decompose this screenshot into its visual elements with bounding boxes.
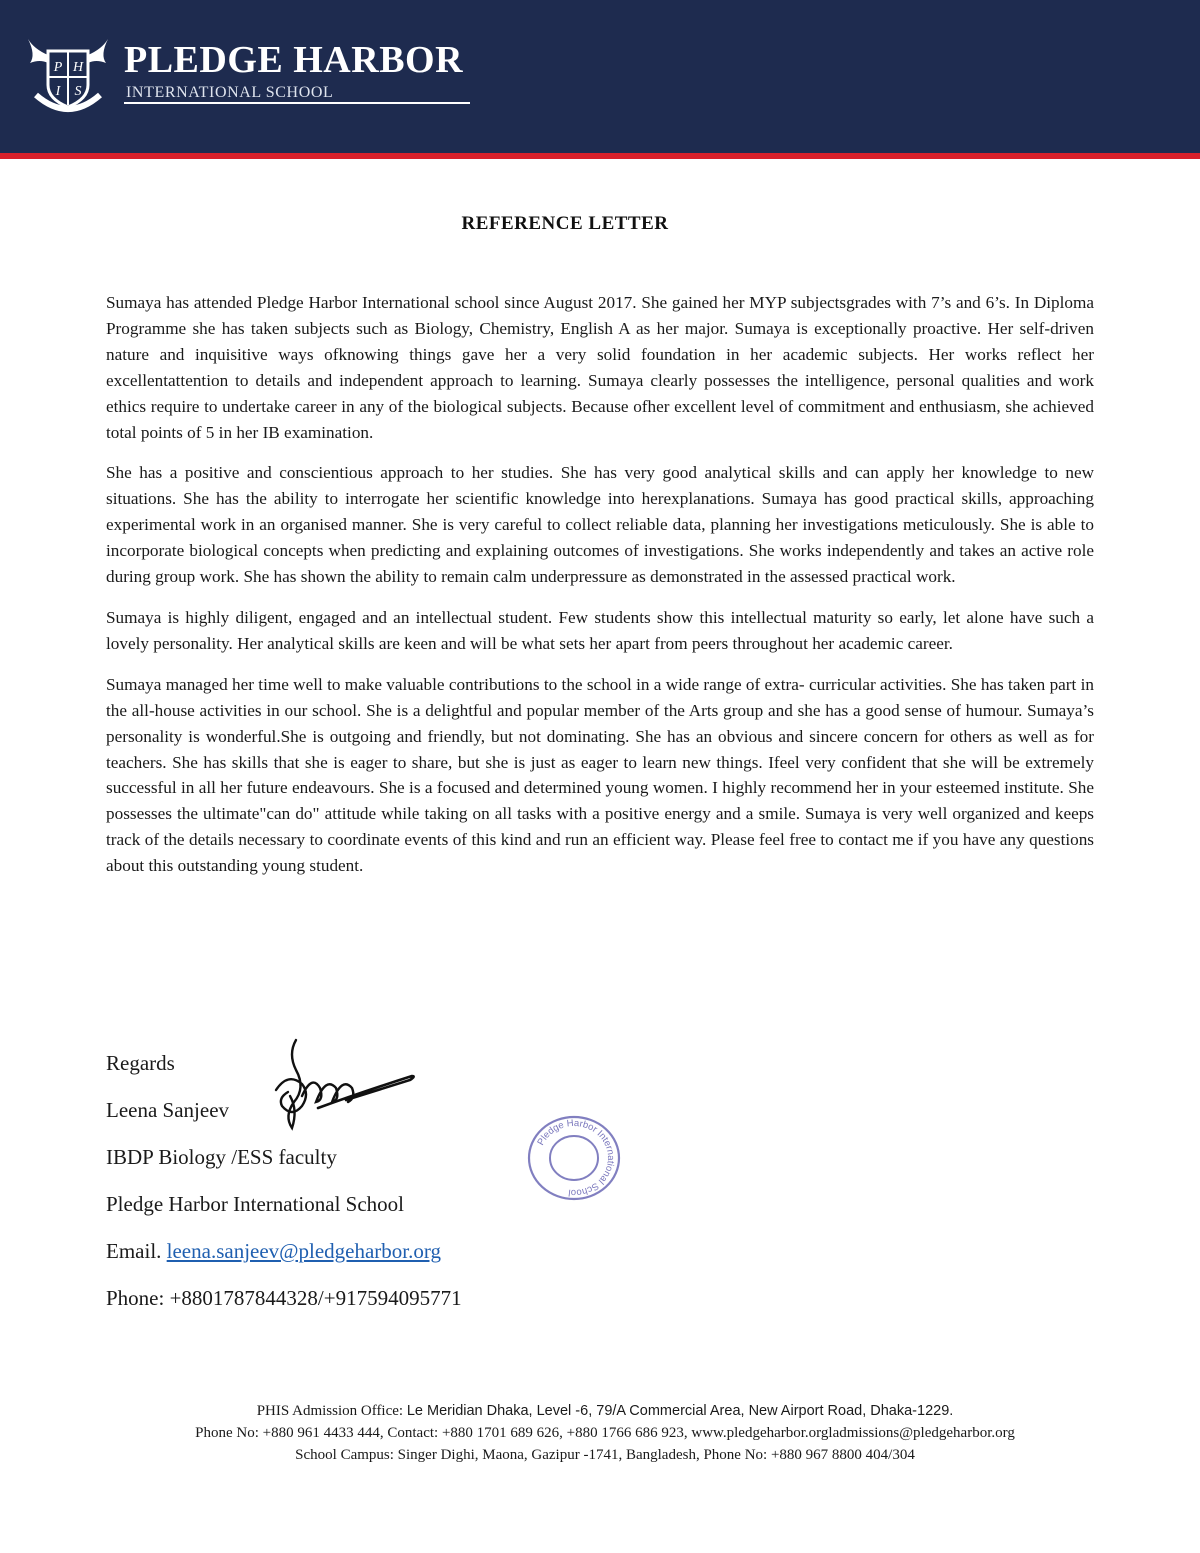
svg-text:Pledge Harbor International Sc: Pledge Harbor International School <box>535 1117 617 1199</box>
svg-text:S: S <box>74 84 82 99</box>
footer-office-label: PHIS Admission Office: <box>256 1403 404 1419</box>
svg-text:I: I <box>55 84 61 99</box>
footer-campus-line: School Campus: Singer Dighi, Maona, Gazipur -1741, Bangladesh, Phone No: +880 967 8800 404/304 <box>295 1447 915 1463</box>
body-paragraph-3: Sumaya is highly diligent, engaged and an intellectual student. Few students show this intellectual maturity so early, let alone have such a lovely personality. Her analytical skills are keen and will be what sets her apart from peers throughout her academic career. <box>106 607 1094 653</box>
header-red-stripe <box>0 153 1200 159</box>
phone-line: Phone: +8801787844328/+917594095771 <box>106 1286 462 1310</box>
footer-address-line <box>0 1400 1200 1422</box>
body-paragraph-2: She has a positive and conscientious approach to her studies. She has very good analytical skills and can apply her knowledge to new situations. She has the ability to interrogate her scientific knowledge into herexplanations. Sumaya has good practical skills, approaching experimental work in an organised manner. She is very careful to collect reliable data, planning her investigations meticulously. She is able to incorporate biological concepts when predicting and explaining outcomes of investigations. She works independently and takes an active role during group work. She has shown the ability to remain calm underpressure as demonstrated in the assessed practical work. <box>106 463 1094 587</box>
letter-body <box>106 290 1094 894</box>
brand-underline <box>124 102 470 104</box>
footer-contact-line: Phone No: +880 961 4433 444, Contact: +880 1701 689 626, +880 1766 686 923, www.pledgeharbor.orgladmissions@pledgeharbor.org <box>195 1425 1015 1441</box>
closing: Regards <box>106 1051 175 1075</box>
footer-office-address: Le Meridian Dhaka, Level -6, 79/A Commercial Area, New Airport Road, Dhaka-1229. <box>406 1403 954 1419</box>
email-line <box>106 1228 706 1275</box>
school-stamp-icon <box>526 1114 622 1202</box>
letter-title: REFERENCE LETTER <box>461 213 669 234</box>
brand-subtitle: INTERNATIONAL SCHOOL <box>126 84 334 101</box>
email-label: Email. <box>106 1239 162 1263</box>
signer-name: Leena Sanjeev <box>106 1098 230 1122</box>
letter-footer <box>0 1400 1200 1466</box>
brand-name: PLEDGE HARBOR <box>124 39 464 81</box>
email-link[interactable]: leena.sanjeev@pledgeharbor.org <box>166 1239 441 1263</box>
body-paragraph-4: Sumaya managed her time well to make valuable contributions to the school in a wide range of extra- curricular activities. She has taken part in the all-house activities in our school. She is a delightful and popular member of the Arts group and she has a good sense of humour. Sumaya’s personality is wonderful.She is outgoing and friendly, but not dominating. She has an obvious and sincere concern for others as well as for teachers. She has skills that she is eager to share, but she is just as eager to learn new things. Ifeel very confident that she will be extremely successful in all her future endeavours. She is a focused and determined young women. I highly recommend her in your esteemed institute. She possesses the ultimate"can do" attitude while taking on all tasks with a positive energy and a smile. Sumaya is very well organized and keeps track of the details necessary to coordinate events of this kind and run an efficient way. Please feel free to contact me if you have any questions about this outstanding young student. <box>106 674 1094 876</box>
handwritten-signature-icon <box>262 1036 422 1132</box>
signer-role: IBDP Biology /ESS faculty <box>106 1145 337 1169</box>
school-crest-icon <box>26 33 110 117</box>
letterhead-banner <box>0 0 1200 153</box>
signer-organization: Pledge Harbor International School <box>106 1192 404 1216</box>
svg-text:H: H <box>72 60 84 75</box>
svg-text:P: P <box>53 60 63 75</box>
body-paragraph-1: Sumaya has attended Pledge Harbor International school since August 2017. She gained her MYP subjectsgrades with 7’s and 6’s. In Diploma Programme she has taken subjects such as Biology, Chemistry, English A as her major. Sumaya is exceptionally proactive. Her self-driven nature and inquisitive ways ofknowing things gave her a very solid foundation in her academic subjects. Her works reflect her excellentattention to details and independent approach to learning. Sumaya clearly possesses the intelligence, personal qualities and work ethics require to undertake career in any of the biological subjects. Because ofher excellent level of commitment and enthusiasm, she achieved total points of 5 in her IB examination. <box>106 293 1094 442</box>
